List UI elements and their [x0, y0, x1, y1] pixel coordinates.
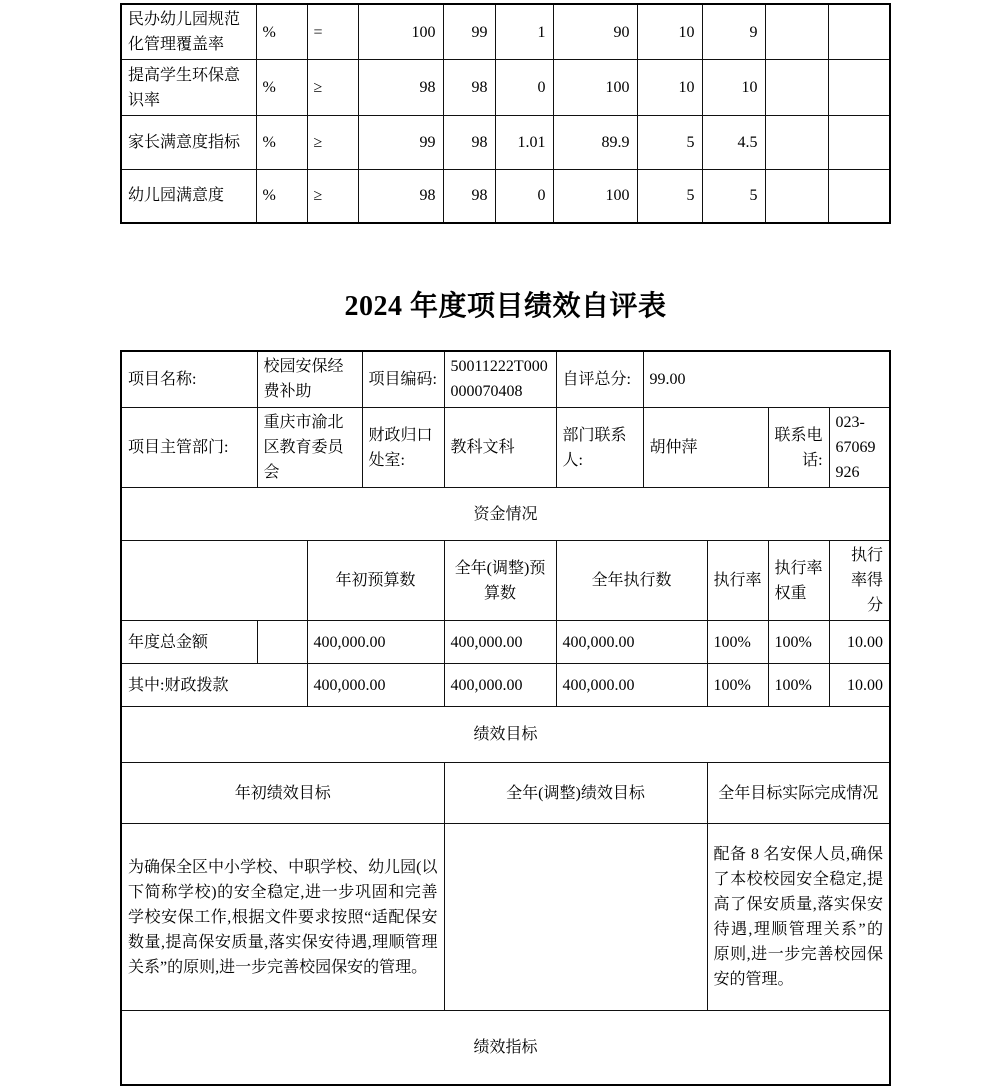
funding-section-header: 资金情况 [121, 488, 890, 541]
goals-header-row [121, 763, 890, 824]
value-department: 重庆市渝北区教育委员会 [257, 408, 362, 488]
cell-operator: ≥ [307, 170, 358, 223]
cell-target-value: 99 [358, 116, 443, 170]
header-rate-score: 执行率得分 [829, 541, 890, 621]
table-row [121, 4, 890, 60]
value-adjusted-budget: 400,000.00 [444, 621, 556, 664]
goals-section-row [121, 707, 890, 763]
text-initial-goal: 为确保全区中小学校、中职学校、幼儿园(以下简称学校)的安全稳定,进一步巩固和完善学校安保工作,根据文件要求按照“适配保安数量,提高保安质量,落实保安待遇,理顺管理关系”的原则,进一步完善校园保安的管理。 [121, 824, 444, 1011]
table-row [121, 60, 890, 116]
cell-empty [765, 170, 828, 223]
label-project-code: 项目编码: [362, 351, 444, 408]
cell-weight: 10 [637, 4, 702, 60]
cell-empty [121, 541, 307, 621]
value-phone: 023-67069926 [829, 408, 890, 488]
label-finance-office: 财政归口处室: [362, 408, 444, 488]
document-page [0, 3, 1000, 1056]
funding-section-row [121, 488, 890, 541]
project-info-row [121, 351, 890, 408]
label-department: 项目主管部门: [121, 408, 257, 488]
value-rate-score: 10.00 [829, 664, 890, 707]
cell-completion-rate: 90 [553, 4, 637, 60]
indicator-table-continued [120, 3, 891, 224]
cell-weight: 5 [637, 116, 702, 170]
cell-completion-rate: 100 [553, 60, 637, 116]
cell-deviation: 1.01 [495, 116, 553, 170]
cell-indicator-name: 提高学生环保意识率 [121, 60, 256, 116]
indicators-section-row [121, 1011, 890, 1085]
value-execution-rate: 100% [707, 664, 768, 707]
value-finance-office: 教科文科 [444, 408, 556, 488]
cell-empty [828, 4, 890, 60]
cell-score: 5 [702, 170, 765, 223]
label-fiscal-appropriation: 其中:财政拨款 [121, 664, 307, 707]
cell-empty [828, 116, 890, 170]
header-execution-rate: 执行率 [707, 541, 768, 621]
cell-indicator-name: 幼儿园满意度 [121, 170, 256, 223]
label-phone: 联系电话: [768, 408, 829, 488]
value-project-code: 50011222T000000070408 [444, 351, 556, 408]
cell-target-value: 98 [358, 60, 443, 116]
cell-actual-value: 98 [443, 116, 495, 170]
header-actual-completion: 全年目标实际完成情况 [707, 763, 890, 824]
cell-indicator-name: 民办幼儿园规范化管理覆盖率 [121, 4, 256, 60]
value-self-score: 99.00 [643, 351, 890, 408]
indicators-section-header: 绩效指标 [121, 1011, 890, 1085]
label-contact-person: 部门联系人: [556, 408, 643, 488]
text-actual-completion: 配备 8 名安保人员,确保了本校校园安全稳定,提高了保安质量,落实保安待遇,理顺管理关系”的原则,进一步完善校园保安的管理。 [707, 824, 890, 1011]
cell-score: 9 [702, 4, 765, 60]
label-self-score: 自评总分: [556, 351, 643, 408]
value-initial-budget: 400,000.00 [307, 664, 444, 707]
cell-empty [765, 116, 828, 170]
cell-operator: ≥ [307, 60, 358, 116]
funding-row-total [121, 621, 890, 664]
value-contact-person: 胡仲萍 [643, 408, 768, 488]
value-execution-rate: 100% [707, 621, 768, 664]
cell-empty [765, 4, 828, 60]
cell-actual-value: 98 [443, 170, 495, 223]
header-adjusted-goal: 全年(调整)绩效目标 [444, 763, 707, 824]
page-title: 2024 年度项目绩效自评表 [344, 290, 667, 322]
header-initial-budget: 年初预算数 [307, 541, 444, 621]
value-executed-amount: 400,000.00 [556, 664, 707, 707]
cell-operator: ≥ [307, 116, 358, 170]
cell-deviation: 1 [495, 4, 553, 60]
value-rate-weight: 100% [768, 621, 829, 664]
cell-target-value: 98 [358, 170, 443, 223]
text-adjusted-goal [444, 824, 707, 1011]
cell-empty [828, 170, 890, 223]
funding-row-fiscal [121, 664, 890, 707]
cell-empty [765, 60, 828, 116]
header-executed-amount: 全年执行数 [556, 541, 707, 621]
header-initial-goal: 年初绩效目标 [121, 763, 444, 824]
cell-completion-rate: 100 [553, 170, 637, 223]
value-rate-score: 10.00 [829, 621, 890, 664]
table-row [121, 170, 890, 223]
value-adjusted-budget: 400,000.00 [444, 664, 556, 707]
cell-deviation: 0 [495, 170, 553, 223]
label-project-name: 项目名称: [121, 351, 257, 408]
cell-score: 10 [702, 60, 765, 116]
cell-indicator-name: 家长满意度指标 [121, 116, 256, 170]
goals-section-header: 绩效目标 [121, 707, 890, 763]
cell-weight: 10 [637, 60, 702, 116]
cell-actual-value: 99 [443, 4, 495, 60]
label-annual-total: 年度总金额 [121, 621, 257, 664]
table-row [121, 116, 890, 170]
header-rate-weight: 执行率权重 [768, 541, 829, 621]
cell-deviation: 0 [495, 60, 553, 116]
cell-weight: 5 [637, 170, 702, 223]
project-info-row [121, 408, 890, 488]
cell-unit: % [256, 60, 307, 116]
cell-completion-rate: 89.9 [553, 116, 637, 170]
value-executed-amount: 400,000.00 [556, 621, 707, 664]
project-self-evaluation-table [120, 350, 891, 1086]
funding-header-row [121, 541, 890, 621]
cell-unit: % [256, 4, 307, 60]
value-initial-budget: 400,000.00 [307, 621, 444, 664]
header-adjusted-budget: 全年(调整)预算数 [444, 541, 556, 621]
cell-operator: = [307, 4, 358, 60]
cell-actual-value: 98 [443, 60, 495, 116]
goals-body-row [121, 824, 890, 1011]
value-project-name: 校园安保经费补助 [257, 351, 362, 408]
cell-score: 4.5 [702, 116, 765, 170]
value-rate-weight: 100% [768, 664, 829, 707]
cell-target-value: 100 [358, 4, 443, 60]
cell-empty [828, 60, 890, 116]
cell-empty [257, 621, 307, 664]
cell-unit: % [256, 170, 307, 223]
cell-unit: % [256, 116, 307, 170]
